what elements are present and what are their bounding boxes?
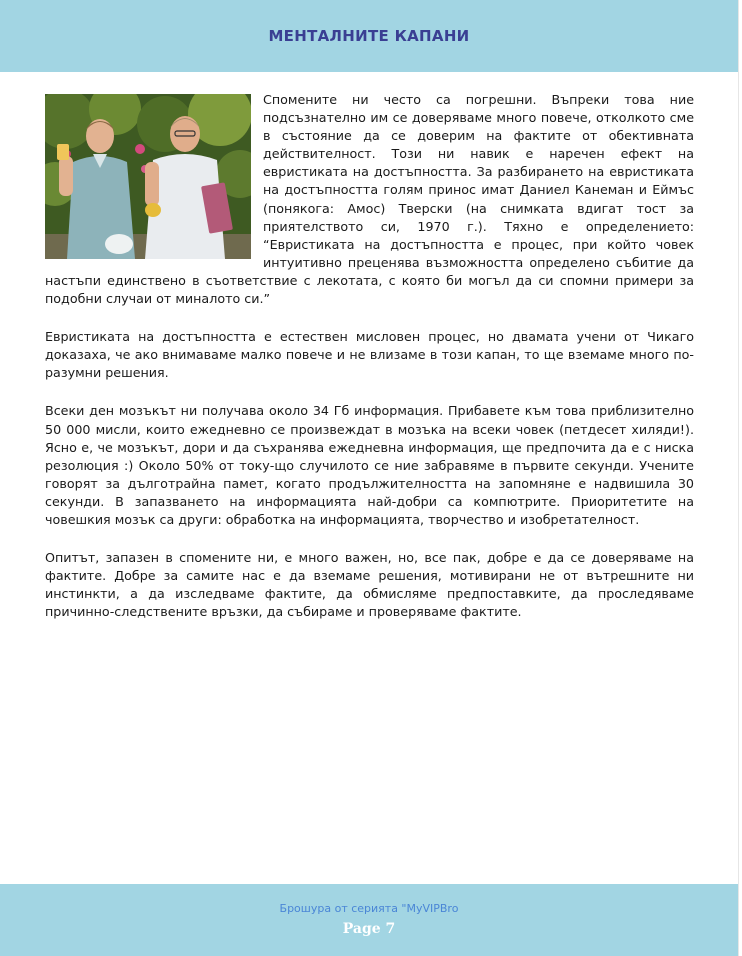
header-band bbox=[0, 0, 738, 72]
paragraph-1: Спомените ни често са погрешни. Въпреки това ние подсъзнателно им се доверяваме много повече, отколкото сме в състояние да се доверим на фактите от обективната действителност. Този ни навик е наречен ефект на евристиката на достъпността. За разбирането на евристиката на достъпността голям принос имат Даниел Канеман и Еймъс (понякога: Амос) Тверски (на снимката вдигат тост за приятелството си, 1970 г.). Тяхно е определението: “Евристиката на достъпността е процес, при който човек интуитивно преценява възможността определено събитие да настъпи единствено в съответствие с лекотата, с която би могъл да си спомни примери за подобни случаи от миналото си.” bbox=[45, 92, 694, 307]
page-title: МЕНТАЛНИТЕ КАПАНИ bbox=[268, 27, 470, 45]
page-number: Page 7 bbox=[342, 921, 396, 937]
right-man-glass bbox=[145, 203, 161, 217]
footer-series-label: Брошура от серията "MyVIPBro bbox=[279, 902, 459, 915]
photo-two-men-toasting bbox=[45, 94, 251, 259]
left-man-glass bbox=[57, 144, 69, 160]
article-body bbox=[45, 91, 694, 641]
flower bbox=[135, 144, 145, 154]
paragraph-4: Опитът, запазен в спомените ни, е много важен, но, все пак, добре е да се доверяваме на фактите. Добре за самите нас е да вземаме решения, мотивирани не от вътрешните ни инстинкти, а да изследваме фактите, да обмисляме предпоставките, да проследяваме причинно-следствените връзки, да събираме и проверяваме фактите. bbox=[45, 550, 694, 620]
paragraph-2: Евристиката на достъпността е естествен мисловен процес, но двамата учени от Чикаго доказаха, че ако внимаваме малко повече и не влизаме в този капан, то ще вземаме много по-разумни решения. bbox=[45, 329, 694, 381]
left-man-arm bbox=[59, 156, 73, 196]
footer-band bbox=[0, 884, 738, 956]
bottle bbox=[105, 234, 133, 254]
left-man-head bbox=[86, 119, 114, 153]
right-man-arm bbox=[145, 162, 159, 206]
paragraph-3: Всеки ден мозъкът ни получава около 34 Гб информация. Прибавете към това приблизително 50 000 мисли, които ежедневно се произвеждат в мозъка на всеки човек (петдесет хиляди!). Ясно е, че мозъкът, дори и да съхранява ежедневна информация, ще предпочита да е с ниска резолюция :) Около 50% от току-що случилото се ние забравяме в първите секунди. Учените говорят за дълготрайна памет, когато продължителността на запомняне е надвишила 30 секунди. В запазването на информацията най-добри са компютрите. Приоритетите на човешкия мозък са други: обработка на информацията, творчество и изобретателност. bbox=[45, 403, 694, 527]
